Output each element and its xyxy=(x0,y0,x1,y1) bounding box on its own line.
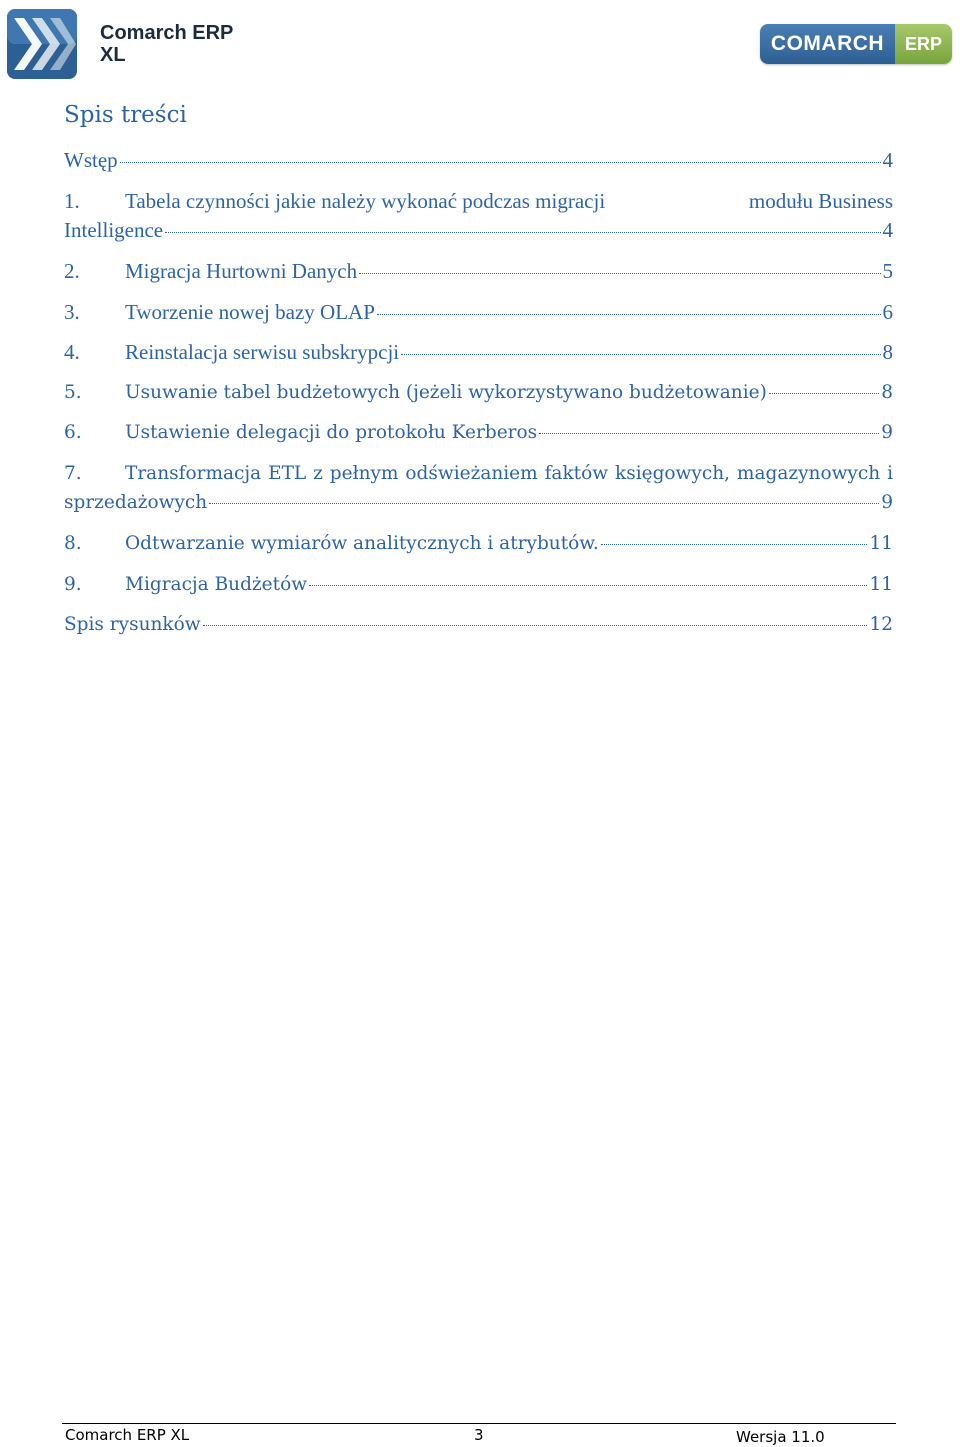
toc-entry-text: Tworzenie nowej bazy OLAP xyxy=(125,300,375,324)
toc-entry-num: 3. xyxy=(64,300,80,324)
toc-title: Spis treści xyxy=(64,102,187,128)
toc-entry-num: 9. xyxy=(64,574,82,595)
toc-entry-num: 5. xyxy=(64,382,82,403)
toc-entry-5[interactable] xyxy=(64,379,893,407)
toc-entry-4[interactable] xyxy=(64,338,893,366)
toc-entry-text: Reinstalacja serwisu subskrypcji xyxy=(125,340,400,364)
toc-entry-text xyxy=(125,187,893,215)
toc-entry-7-line1[interactable] xyxy=(64,460,893,488)
toc-entry-2[interactable] xyxy=(64,257,893,285)
toc-leader xyxy=(769,393,879,394)
toc-entry-page: 5 xyxy=(882,259,893,283)
toc-entry-1-line1[interactable] xyxy=(64,187,893,215)
toc-leader xyxy=(309,585,867,586)
toc-entry-page: 11 xyxy=(869,574,893,595)
toc-entry-text: Odtwarzanie wymiarów analitycznych i atrybutów. xyxy=(125,533,599,554)
product-name-line1: Comarch ERP xyxy=(100,22,234,44)
toc-entry-text-part: Tabela czynności jakie należy wykonać podczas migracji xyxy=(125,189,606,213)
toc-entry-6[interactable] xyxy=(64,419,893,447)
badge-erp: ERP xyxy=(895,24,952,64)
toc-entry-page: 8 xyxy=(881,382,893,403)
toc-leader xyxy=(359,273,880,274)
footer-divider xyxy=(62,1423,896,1424)
product-name-line2: XL xyxy=(100,44,126,66)
footer-version: Wersja 11.0 xyxy=(736,1428,825,1446)
toc-entry-num: 1. xyxy=(64,189,80,213)
toc-leader xyxy=(539,433,879,434)
toc-leader xyxy=(209,503,879,504)
toc-entry-num: 4. xyxy=(64,340,80,364)
footer-page-number: 3 xyxy=(474,1426,484,1444)
toc-entry-text: Spis rysunków xyxy=(64,614,201,635)
toc-entry-num: 7. xyxy=(64,463,82,484)
badge-comarch: COMARCH xyxy=(760,24,895,64)
toc-entry-num: 8. xyxy=(64,533,82,554)
toc-entry-text: Ustawienie delegacji do protokołu Kerberos xyxy=(125,422,538,443)
toc-leader xyxy=(165,232,880,233)
toc-entry-page: 8 xyxy=(882,340,893,364)
product-name xyxy=(100,22,233,66)
toc-entry-text: Intelligence xyxy=(64,218,164,242)
toc-entry-num: 2. xyxy=(64,259,80,283)
toc-entry-page: 9 xyxy=(881,422,893,443)
toc-entry-page: 4 xyxy=(882,148,893,172)
toc-entry-page: 4 xyxy=(882,218,893,242)
toc-entry-text: Usuwanie tabel budżetowych (jeżeli wykorzystywano budżetowanie) xyxy=(125,382,767,403)
toc-entry-page: 12 xyxy=(869,614,893,635)
toc-entry-8[interactable] xyxy=(64,530,893,558)
toc-entry-text: sprzedażowych xyxy=(64,492,208,513)
comarch-erp-xl-logo-icon xyxy=(6,8,78,80)
toc-entry-page: 11 xyxy=(869,533,893,554)
toc-entry-9[interactable] xyxy=(64,571,893,599)
toc-entry-text: Transformacja ETL z pełnym odświeżaniem faktów księgowych, magazynowych i xyxy=(125,463,893,484)
footer-product: Comarch ERP XL xyxy=(65,1426,190,1444)
toc-entry-text: Migracja Budżetów xyxy=(125,574,308,595)
toc-entry-text: Wstęp xyxy=(64,148,118,172)
toc-entry-text-part: modułu Business xyxy=(748,189,893,213)
toc-entry-page: 6 xyxy=(882,300,893,324)
toc-leader xyxy=(377,314,881,315)
toc-leader xyxy=(203,625,868,626)
toc-entry-wstep[interactable] xyxy=(64,146,893,174)
toc-leader xyxy=(601,544,868,545)
toc-entry-3[interactable] xyxy=(64,298,893,326)
toc-entry-1-line2[interactable] xyxy=(64,216,893,244)
toc-entry-spis-rysunkow[interactable] xyxy=(64,611,893,639)
toc-leader xyxy=(120,162,881,163)
toc-entry-text: Migracja Hurtowni Danych xyxy=(125,259,358,283)
header-logo xyxy=(6,8,78,82)
toc-entry-num: 6. xyxy=(64,422,82,443)
toc-leader xyxy=(401,354,880,355)
toc-entry-page: 9 xyxy=(881,492,893,513)
comarch-erp-badge xyxy=(760,24,952,64)
toc-entry-7-line2[interactable] xyxy=(64,489,893,517)
